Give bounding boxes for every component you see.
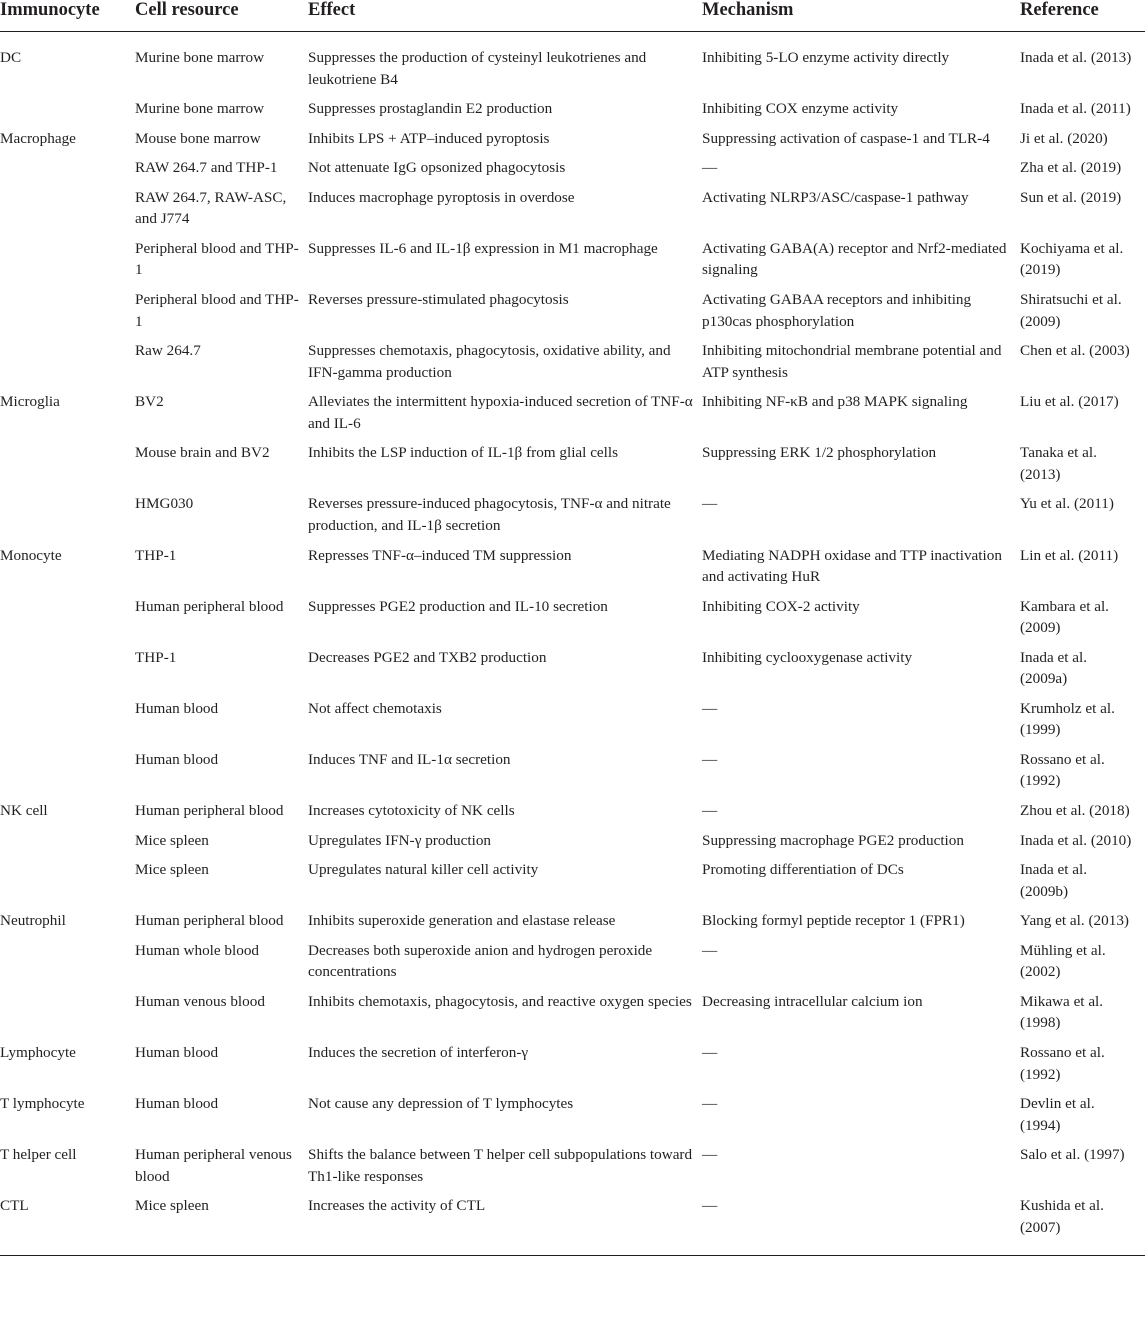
mechanism-cell: — bbox=[702, 1095, 718, 1113]
mechanism-cell: Inhibiting COX enzyme activity bbox=[702, 100, 899, 118]
effect-cell: Suppresses IL-6 and IL-1β expression in M1 macrophage bbox=[308, 239, 658, 257]
table-row bbox=[0, 157, 1145, 187]
table-row bbox=[0, 289, 1145, 340]
cell-resource-cell: Mice spleen bbox=[135, 1195, 308, 1256]
effect-cell: Suppresses PGE2 production and IL-10 secretion bbox=[308, 597, 608, 615]
cell-resource-cell: Mice spleen bbox=[135, 831, 209, 849]
reference-cell: Mikawa et al. (1998) bbox=[1020, 992, 1104, 1032]
cell-resource-cell: Peripheral blood and THP-1 bbox=[135, 239, 299, 279]
reference-cell: Shiratsuchi et al. (2009) bbox=[1020, 291, 1122, 330]
cell-resource-cell: BV2 bbox=[135, 393, 164, 411]
header-immunocyte: Immunocyte bbox=[0, 0, 135, 32]
reference-cell: Liu et al. (2017) bbox=[1020, 393, 1119, 411]
cell-resource-cell: Human venous blood bbox=[135, 992, 265, 1010]
immunocyte-cell bbox=[0, 157, 135, 187]
mechanism-cell: Blocking formyl peptide receptor 1 (FPR1) bbox=[702, 912, 965, 930]
mechanism-cell: Decreasing intracellular calcium ion bbox=[702, 992, 923, 1010]
cell-resource-cell: Human peripheral blood bbox=[135, 912, 284, 930]
immunocyte-cell: Lymphocyte bbox=[0, 1044, 76, 1062]
immunocyte-cell bbox=[0, 698, 135, 749]
immunocyte-cell bbox=[0, 340, 135, 391]
immunocyte-cell bbox=[0, 187, 135, 238]
immunocyte-cell bbox=[0, 596, 135, 647]
mechanism-cell: Activating GABA(A) receptor and Nrf2-mediated signaling bbox=[702, 239, 1007, 279]
mechanism-cell: Inhibiting cyclooxygenase activity bbox=[702, 648, 913, 666]
effect-cell: Inhibits chemotaxis, phagocytosis, and reactive oxygen species bbox=[308, 992, 692, 1010]
cell-resource-cell: THP-1 bbox=[135, 648, 177, 666]
reference-cell: Rossano et al. (1992) bbox=[1020, 1044, 1105, 1083]
table-row bbox=[0, 596, 1145, 647]
mechanism-cell: Inhibiting COX-2 activity bbox=[702, 597, 860, 615]
effect-cell: Inhibits the LSP induction of IL-1β from glial cells bbox=[308, 444, 619, 462]
effect-cell: Decreases PGE2 and TXB2 production bbox=[308, 648, 547, 666]
cell-resource-cell: Human blood bbox=[135, 1044, 219, 1062]
effect-cell: Shifts the balance between T helper cell subpopulations toward Th1-like responses bbox=[308, 1146, 693, 1185]
mechanism-cell: — bbox=[702, 802, 718, 819]
table-row bbox=[0, 1144, 1145, 1195]
mechanism-cell: — bbox=[702, 941, 718, 959]
immunocyte-cell bbox=[0, 749, 135, 800]
effect-cell: Suppresses prostaglandin E2 production bbox=[308, 100, 553, 118]
effect-cell: Decreases both superoxide anion and hydrogen peroxide concentrations bbox=[308, 941, 653, 981]
mechanism-cell: Inhibiting NF-κB and p38 MAPK signaling bbox=[702, 393, 968, 411]
reference-cell: Tanaka et al. (2013) bbox=[1020, 444, 1097, 483]
cell-resource-cell: Human blood bbox=[135, 750, 219, 768]
cell-resource-cell: Mouse brain and BV2 bbox=[135, 444, 270, 462]
effect-cell: Not affect chemotaxis bbox=[308, 699, 442, 717]
table-header bbox=[0, 0, 1145, 32]
table-row bbox=[0, 698, 1145, 749]
effect-cell: Upregulates IFN-γ production bbox=[308, 831, 492, 849]
immunocyte-cell: T lymphocyte bbox=[0, 1095, 85, 1113]
immunocyte-cell bbox=[0, 98, 135, 128]
cell-resource-cell: THP-1 bbox=[135, 546, 177, 564]
effect-cell: Upregulates natural killer cell activity bbox=[308, 861, 539, 879]
table-row bbox=[0, 991, 1145, 1042]
immunocyte-cell bbox=[0, 647, 135, 698]
effect-cell: Not cause any depression of T lymphocytes bbox=[308, 1095, 574, 1113]
header-row bbox=[0, 0, 1145, 32]
table-row bbox=[0, 238, 1145, 289]
table-row bbox=[0, 1195, 1145, 1256]
immunocyte-cell bbox=[0, 493, 135, 544]
reference-cell: Inada et al. (2011) bbox=[1020, 100, 1131, 118]
header-reference: Reference bbox=[1020, 0, 1145, 32]
reference-cell: Ji et al. (2020) bbox=[1020, 129, 1108, 147]
immunocyte-cell bbox=[0, 442, 135, 493]
immunocyte-cell: CTL bbox=[0, 1195, 135, 1256]
cell-resource-cell: Human blood bbox=[135, 1095, 219, 1113]
reference-cell: Devlin et al. (1994) bbox=[1020, 1095, 1095, 1134]
cell-resource-cell: Raw 264.7 bbox=[135, 342, 201, 360]
mechanism-cell: Activating GABAA receptors and inhibiting p130cas phosphorylation bbox=[702, 291, 972, 330]
reference-cell: Inada et al. (2010) bbox=[1020, 831, 1132, 849]
effect-cell: Increases the activity of CTL bbox=[308, 1195, 702, 1256]
cell-resource-cell: Peripheral blood and THP-1 bbox=[135, 291, 299, 330]
reference-cell: Zhou et al. (2018) bbox=[1020, 802, 1130, 819]
cell-resource-cell: Human peripheral venous blood bbox=[135, 1146, 292, 1185]
mechanism-cell: — bbox=[702, 495, 718, 513]
cell-resource-cell: Human whole blood bbox=[135, 941, 260, 959]
table-row bbox=[0, 545, 1145, 596]
reference-cell: Chen et al. (2003) bbox=[1020, 342, 1130, 360]
cell-resource-cell: Mice spleen bbox=[135, 861, 209, 879]
mechanism-cell: — bbox=[702, 1146, 718, 1164]
header-cell-resource: Cell resource bbox=[135, 0, 308, 32]
table-row bbox=[0, 910, 1145, 940]
cell-resource-cell: RAW 264.7 and THP-1 bbox=[135, 159, 278, 177]
cell-resource-cell: Human peripheral blood bbox=[135, 597, 284, 615]
cell-resource-cell: Murine bone marrow bbox=[135, 100, 265, 118]
cell-resource-cell: Mouse bone marrow bbox=[135, 129, 261, 147]
header-effect: Effect bbox=[308, 0, 702, 32]
table-row bbox=[0, 800, 1145, 830]
mechanism-cell: Suppressing ERK 1/2 phosphorylation bbox=[702, 444, 937, 462]
effect-cell: Suppresses chemotaxis, phagocytosis, oxidative ability, and IFN-gamma production bbox=[308, 342, 671, 381]
reference-cell: Krumholz et al. (1999) bbox=[1020, 699, 1115, 739]
immunocyte-cell bbox=[0, 289, 135, 340]
header-mechanism: Mechanism bbox=[702, 0, 1020, 32]
reference-cell: Mühling et al. (2002) bbox=[1020, 941, 1106, 981]
table-row bbox=[0, 830, 1145, 860]
table-row bbox=[0, 493, 1145, 544]
effect-cell: Suppresses the production of cysteinyl leukotrienes and leukotriene B4 bbox=[308, 49, 647, 88]
immunocyte-cell: Neutrophil bbox=[0, 912, 66, 930]
reference-cell: Inada et al. (2009b) bbox=[1020, 861, 1088, 900]
reference-cell: Sun et al. (2019) bbox=[1020, 188, 1122, 206]
table-row bbox=[0, 1093, 1145, 1144]
immunocyte-cell: Macrophage bbox=[0, 129, 76, 147]
effect-cell: Induces macrophage pyroptosis in overdose bbox=[308, 188, 575, 206]
effect-cell: Increases cytotoxicity of NK cells bbox=[308, 802, 515, 819]
cell-resource-cell: Human blood bbox=[135, 699, 219, 717]
effect-cell: Inhibits superoxide generation and elastase release bbox=[308, 912, 616, 930]
table-row bbox=[0, 32, 1145, 99]
table-row bbox=[0, 749, 1145, 800]
mechanism-cell: — bbox=[702, 159, 718, 177]
immunocyte-cell bbox=[0, 940, 135, 991]
mechanism-cell: Inhibiting 5-LO enzyme activity directly bbox=[702, 49, 950, 66]
immunocyte-cell: Monocyte bbox=[0, 546, 62, 564]
immunocyte-cell: T helper cell bbox=[0, 1146, 77, 1164]
table-row bbox=[0, 128, 1145, 158]
effect-cell: Induces TNF and IL-1α secretion bbox=[308, 750, 511, 768]
mechanism-cell: Suppressing macrophage PGE2 production bbox=[702, 831, 964, 849]
mechanism-cell: Promoting differentiation of DCs bbox=[702, 861, 904, 879]
table-row bbox=[0, 442, 1145, 493]
mechanism-cell: Mediating NADPH oxidase and TTP inactivation and activating HuR bbox=[702, 546, 1002, 586]
effect-cell: Inhibits LPS + ATP–induced pyroptosis bbox=[308, 129, 550, 147]
table-row bbox=[0, 940, 1145, 991]
immunocyte-cell: DC bbox=[0, 49, 22, 66]
reference-cell: Yu et al. (2011) bbox=[1020, 495, 1114, 513]
reference-cell: Lin et al. (2011) bbox=[1020, 546, 1119, 564]
immunocyte-cell bbox=[0, 859, 135, 910]
reference-cell: Inada et al. (2013) bbox=[1020, 49, 1132, 66]
mechanism-cell: Suppressing activation of caspase-1 and TLR-4 bbox=[702, 129, 990, 147]
effect-cell: Reverses pressure-induced phagocytosis, TNF-α and nitrate production, and IL-1β secretion bbox=[308, 495, 671, 534]
immunocyte-cell: Microglia bbox=[0, 393, 60, 411]
reference-cell: Inada et al. (2009a) bbox=[1020, 648, 1088, 688]
effect-cell: Not attenuate IgG opsonized phagocytosis bbox=[308, 159, 566, 177]
effect-cell: Induces the secretion of interferon-γ bbox=[308, 1044, 529, 1062]
cell-resource-cell: Human peripheral blood bbox=[135, 802, 284, 819]
mechanism-cell: — bbox=[702, 699, 718, 717]
mechanism-cell: Activating NLRP3/ASC/caspase-1 pathway bbox=[702, 188, 969, 206]
table-row bbox=[0, 340, 1145, 391]
reference-cell: Kushida et al. (2007) bbox=[1020, 1195, 1145, 1256]
table-row bbox=[0, 391, 1145, 442]
table-row bbox=[0, 98, 1145, 128]
cell-resource-cell: Murine bone marrow bbox=[135, 49, 265, 66]
cell-resource-cell: HMG030 bbox=[135, 495, 194, 513]
immunocyte-cell: NK cell bbox=[0, 802, 48, 819]
table-row bbox=[0, 859, 1145, 910]
effect-cell: Represses TNF-α–induced TM suppression bbox=[308, 546, 572, 564]
effect-cell: Alleviates the intermittent hypoxia-induced secretion of TNF-α and IL-6 bbox=[308, 393, 693, 432]
reference-cell: Kambara et al. (2009) bbox=[1020, 597, 1109, 637]
table-body bbox=[0, 32, 1145, 1256]
cell-resource-cell: RAW 264.7, RAW-ASC, and J774 bbox=[135, 188, 287, 228]
reference-cell: Zha et al. (2019) bbox=[1020, 159, 1122, 177]
mechanism-cell: — bbox=[702, 1044, 718, 1062]
reference-cell: Salo et al. (1997) bbox=[1020, 1146, 1125, 1164]
mechanism-cell: Inhibiting mitochondrial membrane potential and ATP synthesis bbox=[702, 342, 1002, 381]
reference-cell: Rossano et al. (1992) bbox=[1020, 750, 1105, 790]
mechanism-cell: — bbox=[702, 750, 718, 768]
effect-cell: Reverses pressure-stimulated phagocytosis bbox=[308, 291, 569, 309]
table-row bbox=[0, 187, 1145, 238]
table-row bbox=[0, 647, 1145, 698]
reference-cell: Yang et al. (2013) bbox=[1020, 912, 1129, 930]
immunocyte-cell bbox=[0, 830, 135, 860]
immunocyte-cell bbox=[0, 991, 135, 1042]
reference-cell: Kochiyama et al. (2019) bbox=[1020, 239, 1124, 279]
immunocyte-cell bbox=[0, 238, 135, 289]
table-row bbox=[0, 1042, 1145, 1093]
mechanism-cell: — bbox=[702, 1195, 1020, 1256]
